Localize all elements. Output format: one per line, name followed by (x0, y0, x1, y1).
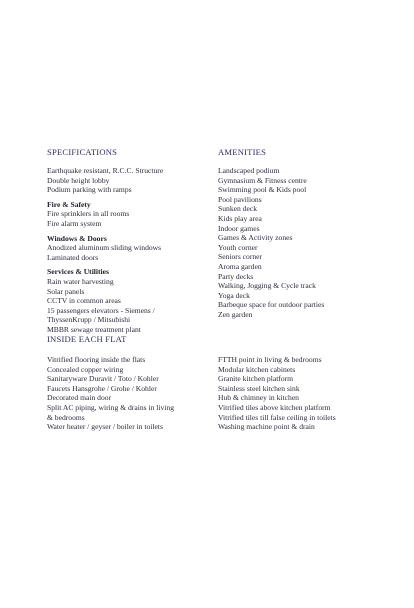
fire-safety-title: Fire & Safety (47, 199, 91, 209)
list-item: Double height lobby (47, 175, 110, 185)
list-item: Vitrified flooring inside the flats (47, 355, 146, 364)
list-item: Podium parking with ramps (47, 185, 132, 195)
list-item: Decorated main door (47, 393, 112, 403)
list-item: ThyssenKrupp / Mitsubishi (47, 315, 131, 325)
list-item: Youth corner (218, 242, 258, 252)
specifications-section (47, 147, 207, 335)
list-item: Indoor games (218, 223, 260, 233)
inside-flat-right-list (218, 355, 388, 432)
list-item: Modular kitchen cabinets (218, 364, 296, 374)
list-item: Hub & chimney in kitchen (218, 393, 299, 403)
list-item: Laminated doors (47, 252, 99, 262)
services-utilities-title: Services & Utilities (47, 267, 109, 277)
amenities-list (218, 166, 388, 320)
list-item: Anodized aluminum sliding windows (47, 243, 162, 253)
list-item: Swimming pool & Kids pool (218, 185, 307, 195)
amenities-section (218, 147, 388, 320)
list-item: Sunken deck (218, 204, 258, 214)
list-item: Aroma garden (218, 261, 262, 271)
list-item: Rain water harvesting (47, 276, 114, 286)
list-item: Kids play area (218, 213, 262, 223)
specifications-title: SPECIFICATIONS (47, 147, 118, 157)
list-item: Games & Activity zones (218, 233, 293, 243)
list-item: Vitrified tiles above kitchen platform (218, 402, 331, 412)
list-item: Water heater / geyser / boiler in toilets (47, 422, 163, 432)
list-item: Landscaped podium (218, 166, 280, 175)
list-item: Pool pavilions (218, 194, 262, 204)
windows-doors-title: Windows & Doors (47, 233, 107, 243)
inside-flat-section (47, 334, 207, 345)
list-item: Split AC piping, wiring & drains in living (47, 402, 174, 412)
structure-list (47, 166, 207, 195)
list-item: Fire sprinklers in all rooms (47, 209, 130, 219)
list-item: Earthquake resistant, R.C.C. Structure (47, 166, 164, 175)
list-item: Zen garden (218, 309, 253, 319)
list-item: Sanitaryware Duravit / Toto / Kohler (47, 374, 159, 384)
list-item: 15 passengers elevators - Siemens / (47, 305, 155, 315)
list-item: Fire alarm system (47, 218, 102, 228)
list-item: MBBR sewage treatment plant (47, 324, 141, 334)
list-item: Yoga deck (218, 290, 250, 300)
inside-flat-left-list (47, 355, 207, 432)
inside-flat-title: INSIDE EACH FLAT (47, 334, 127, 344)
list-item: Party decks (218, 271, 254, 281)
list-item: Barbeque space for outdoor parties (218, 300, 325, 310)
list-item: & bedrooms (47, 412, 85, 422)
list-item: Vitrified tiles till false ceiling in toilets (218, 412, 336, 422)
list-item: Solar panels (47, 286, 85, 296)
list-item: Gymnasium & Fitness centre (218, 175, 307, 185)
list-item: Faucets Hansgrohe / Grohe / Kohler (47, 383, 157, 393)
list-item: Granite kitchen platform (218, 374, 294, 384)
list-item: Stainless steel kitchen sink (218, 383, 300, 393)
amenities-title: AMENITIES (218, 147, 267, 157)
list-item: FTTH point in living & bedrooms (218, 355, 322, 364)
list-item: Washing machine point & drain (218, 422, 315, 432)
list-item: Seniors corner (218, 252, 263, 262)
list-item: Walking, Jogging & Cycle track (218, 281, 316, 291)
list-item: Concealed copper wiring (47, 364, 124, 374)
list-item: CCTV in common areas (47, 296, 121, 306)
